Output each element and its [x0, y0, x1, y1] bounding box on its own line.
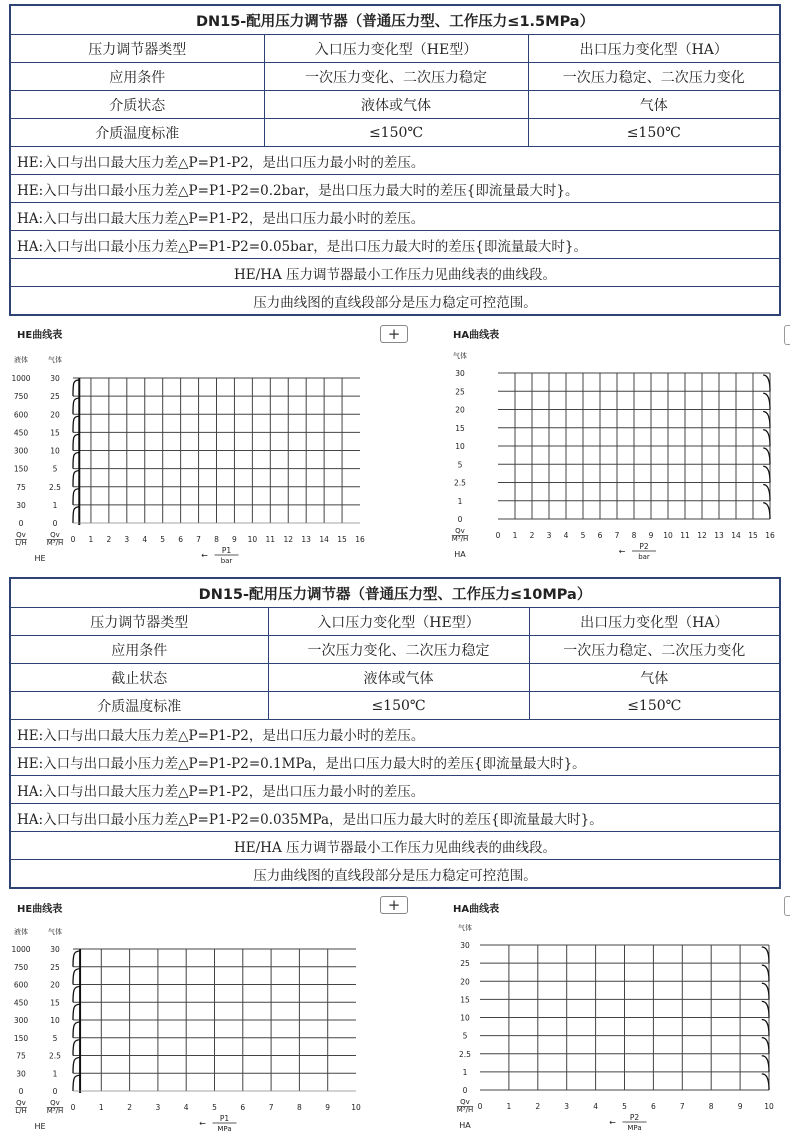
x-arrow-icon: ←	[199, 1119, 206, 1128]
y-tick-gas: 30	[50, 374, 60, 383]
x-tick-label: 16	[765, 531, 775, 540]
y-tick-liquid: 75	[16, 482, 26, 492]
center-note-row: HE/HA 压力调节器最小工作压力见曲线表的曲线段。	[10, 259, 780, 287]
y-tick-gas: 2.5	[454, 478, 466, 488]
note-row: HE:入口与出口最大压力差△P=P1-P2，是出口压力最小时的差压。	[10, 720, 780, 748]
y-tick-gas: 10	[50, 446, 60, 456]
x-tick-label: 14	[319, 535, 329, 544]
curve-segment	[73, 1022, 80, 1038]
table-title: DN15-配用压力调节器（普通压力型、工作压力≤1.5MPa）	[10, 5, 780, 35]
x-tick-label: 9	[232, 535, 237, 544]
x-tick-label: 5	[622, 1102, 627, 1111]
y-tick-liquid: 600	[13, 980, 29, 990]
spec-table-1	[9, 4, 781, 316]
curve-segment	[73, 951, 80, 967]
x-tick-label: 8	[631, 531, 637, 540]
table-cell: 一次压力变化、二次压力稳定	[268, 636, 529, 664]
x-tick-label: 13	[301, 535, 311, 544]
y-tick-gas: 5	[52, 464, 58, 474]
y-header-gas: 气体	[458, 924, 472, 932]
note-row: HE:入口与出口最小压力差△P=P1-P2=0.2bar，是出口压力最大时的差压{即流量最大时}。	[10, 175, 780, 203]
x-tick-label: 4	[183, 1103, 189, 1112]
y-unit-label: Qv	[16, 531, 26, 539]
corner-label: HE	[34, 554, 46, 563]
y-tick-gas: 2.5	[49, 1051, 61, 1061]
table-cell: 一次压力稳定、二次压力变化	[529, 636, 780, 664]
x-tick-label: 3	[155, 1103, 161, 1112]
y-tick-gas: 15	[455, 423, 465, 433]
table-cell: 一次压力稳定、二次压力变化	[528, 63, 780, 91]
x-tick-label: 5	[160, 535, 166, 544]
y-header-gas: 气体	[453, 352, 467, 360]
y-unit-label: Qv	[455, 527, 465, 535]
curve-segment	[73, 1058, 80, 1074]
y-tick-gas: 10	[50, 1016, 60, 1025]
x-tick-label: 7	[679, 1102, 685, 1111]
y-tick-gas: 1	[457, 496, 463, 506]
y-unit-label: M³/H	[456, 1106, 474, 1114]
x-tick-label: 5	[212, 1103, 217, 1112]
note-row: HA:入口与出口最大压力差△P=P1-P2，是出口压力最小时的差压。	[10, 776, 780, 804]
y-tick-gas: 0	[52, 519, 58, 528]
ha-chart-1	[395, 318, 790, 573]
table-cell: ≤150℃	[264, 119, 528, 147]
y-tick-gas: 20	[50, 410, 60, 420]
expand-button[interactable]: +	[380, 325, 408, 343]
y-unit-label: M³/H	[451, 535, 469, 543]
curve-segment	[763, 430, 770, 446]
y-tick-gas: 2.5	[49, 482, 61, 492]
curve-segment	[762, 1074, 769, 1090]
y-tick-gas: 25	[50, 392, 60, 402]
y-tick-gas: 30	[50, 945, 60, 954]
curve-segment	[762, 1001, 769, 1017]
y-tick-gas: 25	[50, 962, 60, 972]
x-tick-label: 7	[614, 531, 620, 540]
curve-segment	[762, 1038, 769, 1054]
corner-label: HE	[34, 1122, 46, 1131]
x-tick-label: 4	[142, 535, 148, 544]
he-chart-1	[0, 318, 395, 573]
x-tick-label: 12	[283, 535, 294, 544]
table-cell: ≤150℃	[268, 692, 529, 720]
center-note-row: HE/HA 压力调节器最小工作压力见曲线表的曲线段。	[10, 832, 780, 860]
x-tick-label: 10	[663, 531, 673, 540]
x-axis-unit: bar	[220, 557, 233, 565]
table-cell: 一次压力变化、二次压力稳定	[264, 63, 528, 91]
y-tick-liquid: 750	[13, 392, 29, 402]
y-tick-liquid: 75	[16, 1051, 26, 1061]
curve-segment	[762, 983, 769, 999]
chart-title: HE曲线表	[17, 904, 63, 915]
curve-segment	[73, 987, 80, 1003]
x-tick-label: 6	[240, 1103, 246, 1112]
x-axis-unit: MPa	[217, 1125, 232, 1133]
x-tick-label: 9	[325, 1103, 331, 1112]
center-note-row: 压力曲线图的直线段部分是压力稳定可控范围。	[10, 860, 780, 889]
y-tick-gas: 15	[50, 998, 60, 1008]
x-tick-label: 7	[196, 535, 201, 544]
x-tick-label: 0	[70, 1103, 76, 1112]
curve-segment	[73, 1004, 80, 1020]
curve-segment	[763, 503, 770, 519]
y-tick-gas: 10	[455, 442, 465, 451]
x-tick-label: 12	[697, 531, 707, 540]
x-tick-label: 8	[708, 1102, 714, 1111]
y-header-liquid: 液体	[14, 928, 28, 936]
y-tick-gas: 30	[455, 369, 465, 378]
y-tick-liquid: 750	[13, 962, 29, 972]
table-cell: 液体或气体	[264, 91, 528, 119]
curve-segment	[73, 1040, 80, 1056]
y-unit-label: Qv	[50, 1099, 60, 1107]
y-header-gas: 气体	[48, 356, 62, 364]
note-row: HE:入口与出口最小压力差△P=P1-P2=0.1MPa，是出口压力最大时的差压{即流量最大时}。	[10, 748, 780, 776]
y-tick-gas: 0	[457, 515, 463, 524]
x-tick-label: 5	[580, 531, 586, 540]
spec-table-2	[9, 577, 781, 889]
x-tick-label: 6	[597, 531, 603, 540]
y-unit-label: M³/H	[46, 1107, 64, 1115]
curve-segment	[762, 1056, 769, 1072]
y-header-liquid: 液体	[14, 356, 28, 364]
x-tick-label: 0	[70, 535, 76, 544]
x-arrow-icon: ←	[609, 1118, 616, 1127]
y-tick-gas: 20	[460, 977, 470, 987]
x-tick-label: 1	[88, 535, 94, 544]
x-tick-label: 4	[563, 531, 569, 540]
y-tick-gas: 1	[52, 500, 58, 510]
x-tick-label: 11	[265, 535, 276, 544]
x-tick-label: 3	[546, 531, 552, 540]
header-cell: 入口压力变化型（HE型）	[264, 35, 528, 63]
x-tick-label: 6	[178, 535, 184, 544]
x-tick-label: 3	[124, 535, 130, 544]
x-tick-label: 14	[731, 531, 741, 540]
y-tick-gas: 25	[455, 387, 465, 397]
y-tick-gas: 5	[457, 460, 463, 470]
x-tick-label: 1	[506, 1102, 512, 1111]
y-tick-gas: 15	[50, 428, 60, 438]
x-tick-label: 0	[477, 1102, 483, 1111]
x-tick-label: 3	[564, 1102, 570, 1111]
y-tick-gas: 20	[455, 405, 465, 415]
y-tick-gas: 10	[460, 1013, 470, 1023]
he-chart-2	[0, 892, 395, 1146]
x-tick-label: 0	[495, 531, 501, 540]
y-tick-gas: 2.5	[459, 1049, 471, 1059]
y-tick-liquid: 450	[13, 428, 29, 438]
curve-segment	[763, 412, 770, 428]
table-title: DN15-配用压力调节器（普通压力型、工作压力≤10MPa）	[10, 578, 780, 608]
curve-segment	[763, 393, 770, 409]
x-axis-label: P2	[629, 1113, 640, 1122]
center-note-row: 压力曲线图的直线段部分是压力稳定可控范围。	[10, 287, 780, 316]
x-tick-label: 4	[593, 1102, 598, 1111]
header-cell: 压力调节器类型	[10, 35, 264, 63]
x-tick-label: 1	[512, 531, 518, 540]
curve-segment	[763, 448, 770, 464]
x-tick-label: 16	[355, 535, 365, 544]
y-unit-label: M³/H	[46, 539, 64, 547]
curve-segment	[73, 969, 80, 985]
y-tick-gas: 1	[52, 1069, 58, 1079]
corner-label: HA	[459, 1121, 471, 1130]
row-label: 介质温度标准	[10, 692, 268, 720]
y-tick-liquid: 300	[13, 446, 29, 456]
y-tick-liquid: 30	[16, 1069, 26, 1079]
curve-segment	[762, 947, 769, 963]
table-cell: 气体	[528, 91, 780, 119]
x-tick-label: 2	[535, 1102, 541, 1111]
note-row: HA:入口与出口最小压力差△P=P1-P2=0.035MPa，是出口压力最大时的差压{即流量最大时}。	[10, 804, 780, 832]
x-tick-label: 9	[737, 1102, 743, 1111]
x-tick-label: 10	[764, 1102, 774, 1111]
x-arrow-icon: ←	[201, 551, 208, 560]
y-tick-gas: 15	[460, 995, 470, 1005]
y-tick-gas: 1	[462, 1067, 468, 1077]
x-tick-label: 2	[127, 1103, 132, 1112]
x-axis-unit: MPa	[627, 1124, 642, 1132]
table-cell: ≤150℃	[528, 119, 780, 147]
table-cell: 液体或气体	[268, 664, 529, 692]
y-unit-label: L/H	[15, 1107, 27, 1115]
curve-segment	[763, 375, 770, 391]
x-axis-label: P2	[639, 542, 649, 551]
header-cell: 出口压力变化型（HA）	[529, 608, 780, 636]
x-axis-label: P1	[219, 1114, 230, 1123]
expand-button[interactable]: +	[380, 896, 408, 914]
x-arrow-icon: ←	[618, 547, 626, 556]
x-tick-label: 9	[648, 531, 654, 540]
y-tick-liquid: 1000	[11, 945, 31, 954]
y-tick-liquid: 300	[13, 1016, 29, 1025]
header-cell: 压力调节器类型	[10, 608, 268, 636]
row-label: 应用条件	[10, 636, 268, 664]
row-label: 应用条件	[10, 63, 264, 91]
curve-segment	[763, 466, 770, 482]
y-unit-label: Qv	[460, 1098, 470, 1106]
y-header-gas: 气体	[48, 928, 62, 936]
curve-segment	[73, 1075, 80, 1091]
y-tick-liquid: 30	[16, 500, 26, 510]
y-unit-label: Qv	[50, 531, 60, 539]
x-tick-label: 10	[247, 535, 258, 544]
row-label: 介质温度标准	[10, 119, 264, 147]
x-tick-label: 2	[106, 535, 112, 544]
chart-title: HA曲线表	[453, 330, 500, 341]
x-tick-label: 15	[337, 535, 347, 544]
x-tick-label: 11	[680, 531, 690, 540]
header-cell: 入口压力变化型（HE型）	[268, 608, 529, 636]
x-tick-label: 1	[98, 1103, 104, 1112]
y-tick-gas: 5	[462, 1031, 468, 1041]
table-cell: ≤150℃	[529, 692, 780, 720]
table-cell: 气体	[529, 664, 780, 692]
curve-segment	[763, 485, 770, 501]
x-axis-unit: bar	[638, 553, 650, 561]
note-row: HA:入口与出口最大压力差△P=P1-P2，是出口压力最小时的差压。	[10, 203, 780, 231]
note-row: HA:入口与出口最小压力差△P=P1-P2=0.05bar，是出口压力最大时的差压{即流量最大时}。	[10, 231, 780, 259]
y-tick-liquid: 150	[13, 464, 29, 474]
y-tick-gas: 0	[462, 1086, 468, 1095]
y-tick-gas: 30	[460, 941, 470, 950]
y-tick-liquid: 150	[13, 1033, 29, 1043]
x-tick-label: 8	[297, 1103, 302, 1112]
y-tick-liquid: 0	[18, 1087, 24, 1096]
ha-chart-2	[395, 892, 790, 1146]
y-tick-gas: 25	[460, 959, 470, 969]
note-row: HE:入口与出口最大压力差△P=P1-P2，是出口压力最小时的差压。	[10, 147, 780, 175]
y-tick-gas: 5	[52, 1033, 58, 1043]
y-tick-liquid: 600	[13, 410, 29, 420]
y-unit-label: L/H	[15, 539, 27, 547]
y-tick-liquid: 0	[18, 519, 24, 528]
chart-title: HE曲线表	[17, 330, 63, 341]
curve-segment	[762, 1020, 769, 1036]
x-tick-label: 10	[351, 1103, 361, 1112]
x-tick-label: 2	[529, 531, 535, 540]
y-unit-label: Qv	[16, 1099, 26, 1107]
x-tick-label: 8	[214, 535, 219, 544]
corner-label: HA	[454, 550, 466, 559]
row-label: 截止状态	[10, 664, 268, 692]
x-axis-label: P1	[221, 546, 232, 555]
y-tick-liquid: 1000	[11, 374, 31, 383]
x-tick-label: 7	[268, 1103, 274, 1112]
curve-segment	[762, 965, 769, 981]
y-tick-liquid: 450	[13, 998, 29, 1008]
header-cell: 出口压力变化型（HA）	[528, 35, 780, 63]
x-tick-label: 15	[748, 531, 758, 540]
x-tick-label: 13	[714, 531, 724, 540]
y-tick-gas: 0	[52, 1087, 58, 1096]
x-tick-label: 6	[651, 1102, 656, 1111]
y-tick-gas: 20	[50, 980, 60, 990]
row-label: 介质状态	[10, 91, 264, 119]
chart-title: HA曲线表	[453, 904, 500, 915]
